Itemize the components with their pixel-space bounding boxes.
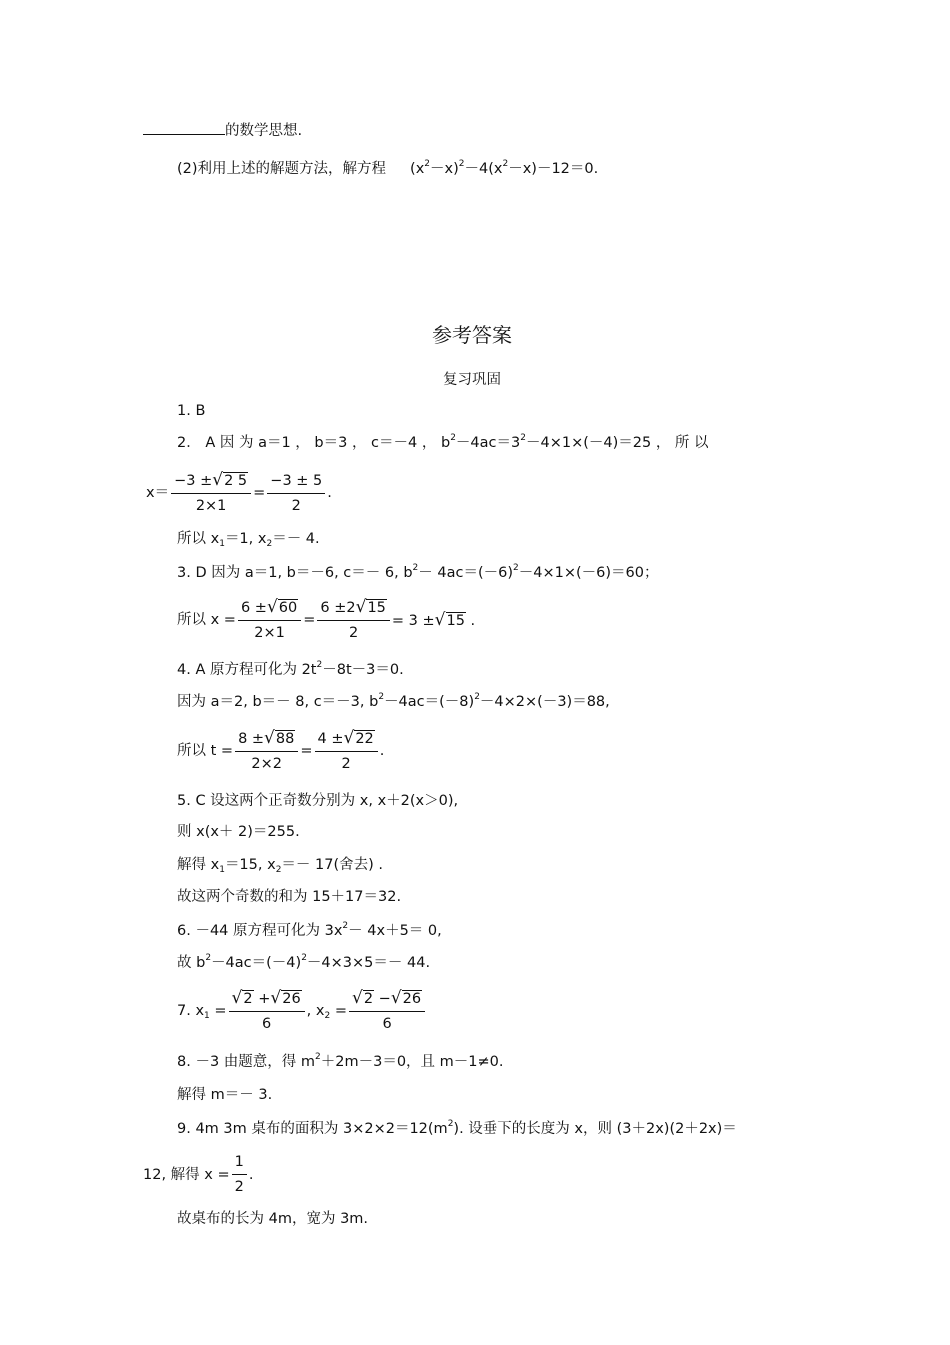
a9-f-num: 1 xyxy=(232,1152,247,1175)
answer-9-line3: 故桌布的长为 4m，宽为 3m. xyxy=(177,1211,369,1227)
a2-f2-num: −3 ± 5 xyxy=(267,471,325,494)
answer-8-line2: 解得 m＝－ 3. xyxy=(177,1087,273,1103)
a2-fraction-2 xyxy=(267,471,325,516)
answers-title: 参考答案 xyxy=(432,323,512,347)
a3-tail: = 3 ±√15 . xyxy=(391,609,476,630)
answer-4-formula xyxy=(177,728,384,774)
a2-end: . xyxy=(327,485,332,501)
q2-prefix: (2)利用上述的解题方法，解方程 xyxy=(177,161,387,177)
a7-f2-den: 6 xyxy=(382,1016,392,1032)
answer-8-line: 8. －3 由题意，得 $m^2+2m-3=0$，且 m－1≠0. xyxy=(177,1052,504,1070)
a4-eq: = xyxy=(300,743,313,759)
a4-fraction-2 xyxy=(315,728,378,774)
a3-prefix: 所以 x = xyxy=(177,612,236,628)
a2-fraction-1 xyxy=(171,470,251,516)
answer-blank xyxy=(143,121,225,135)
answer-9-line: 9. 4m 3m 桌布的面积为 $3\times 2\times 2=12(m^2)$. 设垂下的长度为 x，则 (3＋2x)(2＋2x)＝ xyxy=(177,1119,737,1137)
a3-fraction-2 xyxy=(317,597,390,643)
a9-line2-prefix: 12, 解得 x = xyxy=(143,1166,230,1183)
a2-f1-den: 2×1 xyxy=(195,498,227,514)
answer-6-line2: 故 $b^2-4ac=(-4)^2-4\times 3\times 5=- 44$. xyxy=(177,953,431,971)
a3-eq: = xyxy=(303,612,316,628)
q2-equation: $(x^2-x)^2-4(x^2-x)-12=0$. xyxy=(410,159,599,177)
section-title: 复习巩固 xyxy=(443,372,501,388)
answer-7-formula xyxy=(177,988,427,1034)
a2-f2-den: 2 xyxy=(291,497,301,514)
a3-f2-num: 6 ±2√15 xyxy=(317,597,390,621)
a2-x-eq: x＝ xyxy=(146,485,170,501)
a4-f1-den: 2×2 xyxy=(251,756,282,772)
answer-6-line: 6. －44 原方程可化为 $3x^2- 4x+5= 0$, xyxy=(177,921,442,939)
a4-end: . xyxy=(379,743,385,759)
a3-f1-den: 2×1 xyxy=(254,625,285,641)
a9-end: . xyxy=(248,1166,254,1183)
a7-mid: , $x_2$ = xyxy=(306,1003,347,1021)
a3-fraction-1 xyxy=(238,597,301,643)
a7-f1-num: √2 +√26 xyxy=(229,988,305,1012)
answer-4-line: 4. A 原方程可化为 $2t^2-8t-3=0$. xyxy=(177,660,404,678)
answer-3-line: 3. D 因为 a＝1, b＝－6, c＝－ 6, $b^2- 4ac=(-6)^2-4\times 1\times(-6)=60$； xyxy=(177,563,659,581)
answer-2-roots: 所以 $x_1=1$, $x_2=- 4$. xyxy=(177,531,320,549)
answer-5-line: 5. C 设这两个正奇数分别为 x, x＋2(x＞0), xyxy=(177,793,459,809)
a4-f1-num: 8 ±√88 xyxy=(235,728,298,752)
answer-1: 1. B xyxy=(177,403,206,419)
answer-3-formula xyxy=(177,597,475,643)
a3-f2-den: 2 xyxy=(349,625,359,641)
a4-f2-den: 2 xyxy=(341,756,351,772)
a7-fraction-2 xyxy=(349,988,425,1034)
a4-prefix: 所以 t = xyxy=(177,743,234,759)
answer-5-line2: 则 x(x＋ 2)＝255. xyxy=(177,824,300,840)
a2-f1-num: −3 ±√2 5 xyxy=(171,470,251,494)
a9-f-den: 2 xyxy=(234,1179,244,1195)
a2-eq: = xyxy=(253,485,266,501)
a7-prefix: 7. $x_1$ = xyxy=(177,1003,227,1021)
q1-blank-suffix: 的数学思想. xyxy=(225,123,303,139)
answer-5-line3: 解得 $x_1=15$, $x_2=- 17$(舍去) . xyxy=(177,857,384,875)
answer-9-formula xyxy=(143,1152,253,1197)
q1-blank-line xyxy=(143,121,302,140)
a9-fraction xyxy=(232,1152,247,1197)
answer-2-line: 2． A 因 为 a＝1 ， b＝3 ， c＝－4 ， $b^2-4ac=3^2-4\times 1\times(-4)=25$ ， 所 以 xyxy=(177,433,709,451)
a3-f1-num: 6 ±√60 xyxy=(238,597,301,621)
a7-f1-den: 6 xyxy=(261,1016,272,1032)
answer-4-line2: 因为 a＝2, b＝－ 8, c＝－3, $b^2-4ac=(-8)^2-4\times 2\times(-3)=88$, xyxy=(177,692,610,710)
answer-2-formula xyxy=(146,470,332,516)
a4-f2-num: 4 ±√22 xyxy=(315,728,378,752)
answer-5-line4: 故这两个奇数的和为 15＋17＝32. xyxy=(177,889,402,905)
a4-fraction-1 xyxy=(235,728,298,774)
a7-fraction-1 xyxy=(229,988,305,1034)
q2-statement xyxy=(177,160,598,178)
a7-f2-num: √2 −√26 xyxy=(349,988,425,1012)
